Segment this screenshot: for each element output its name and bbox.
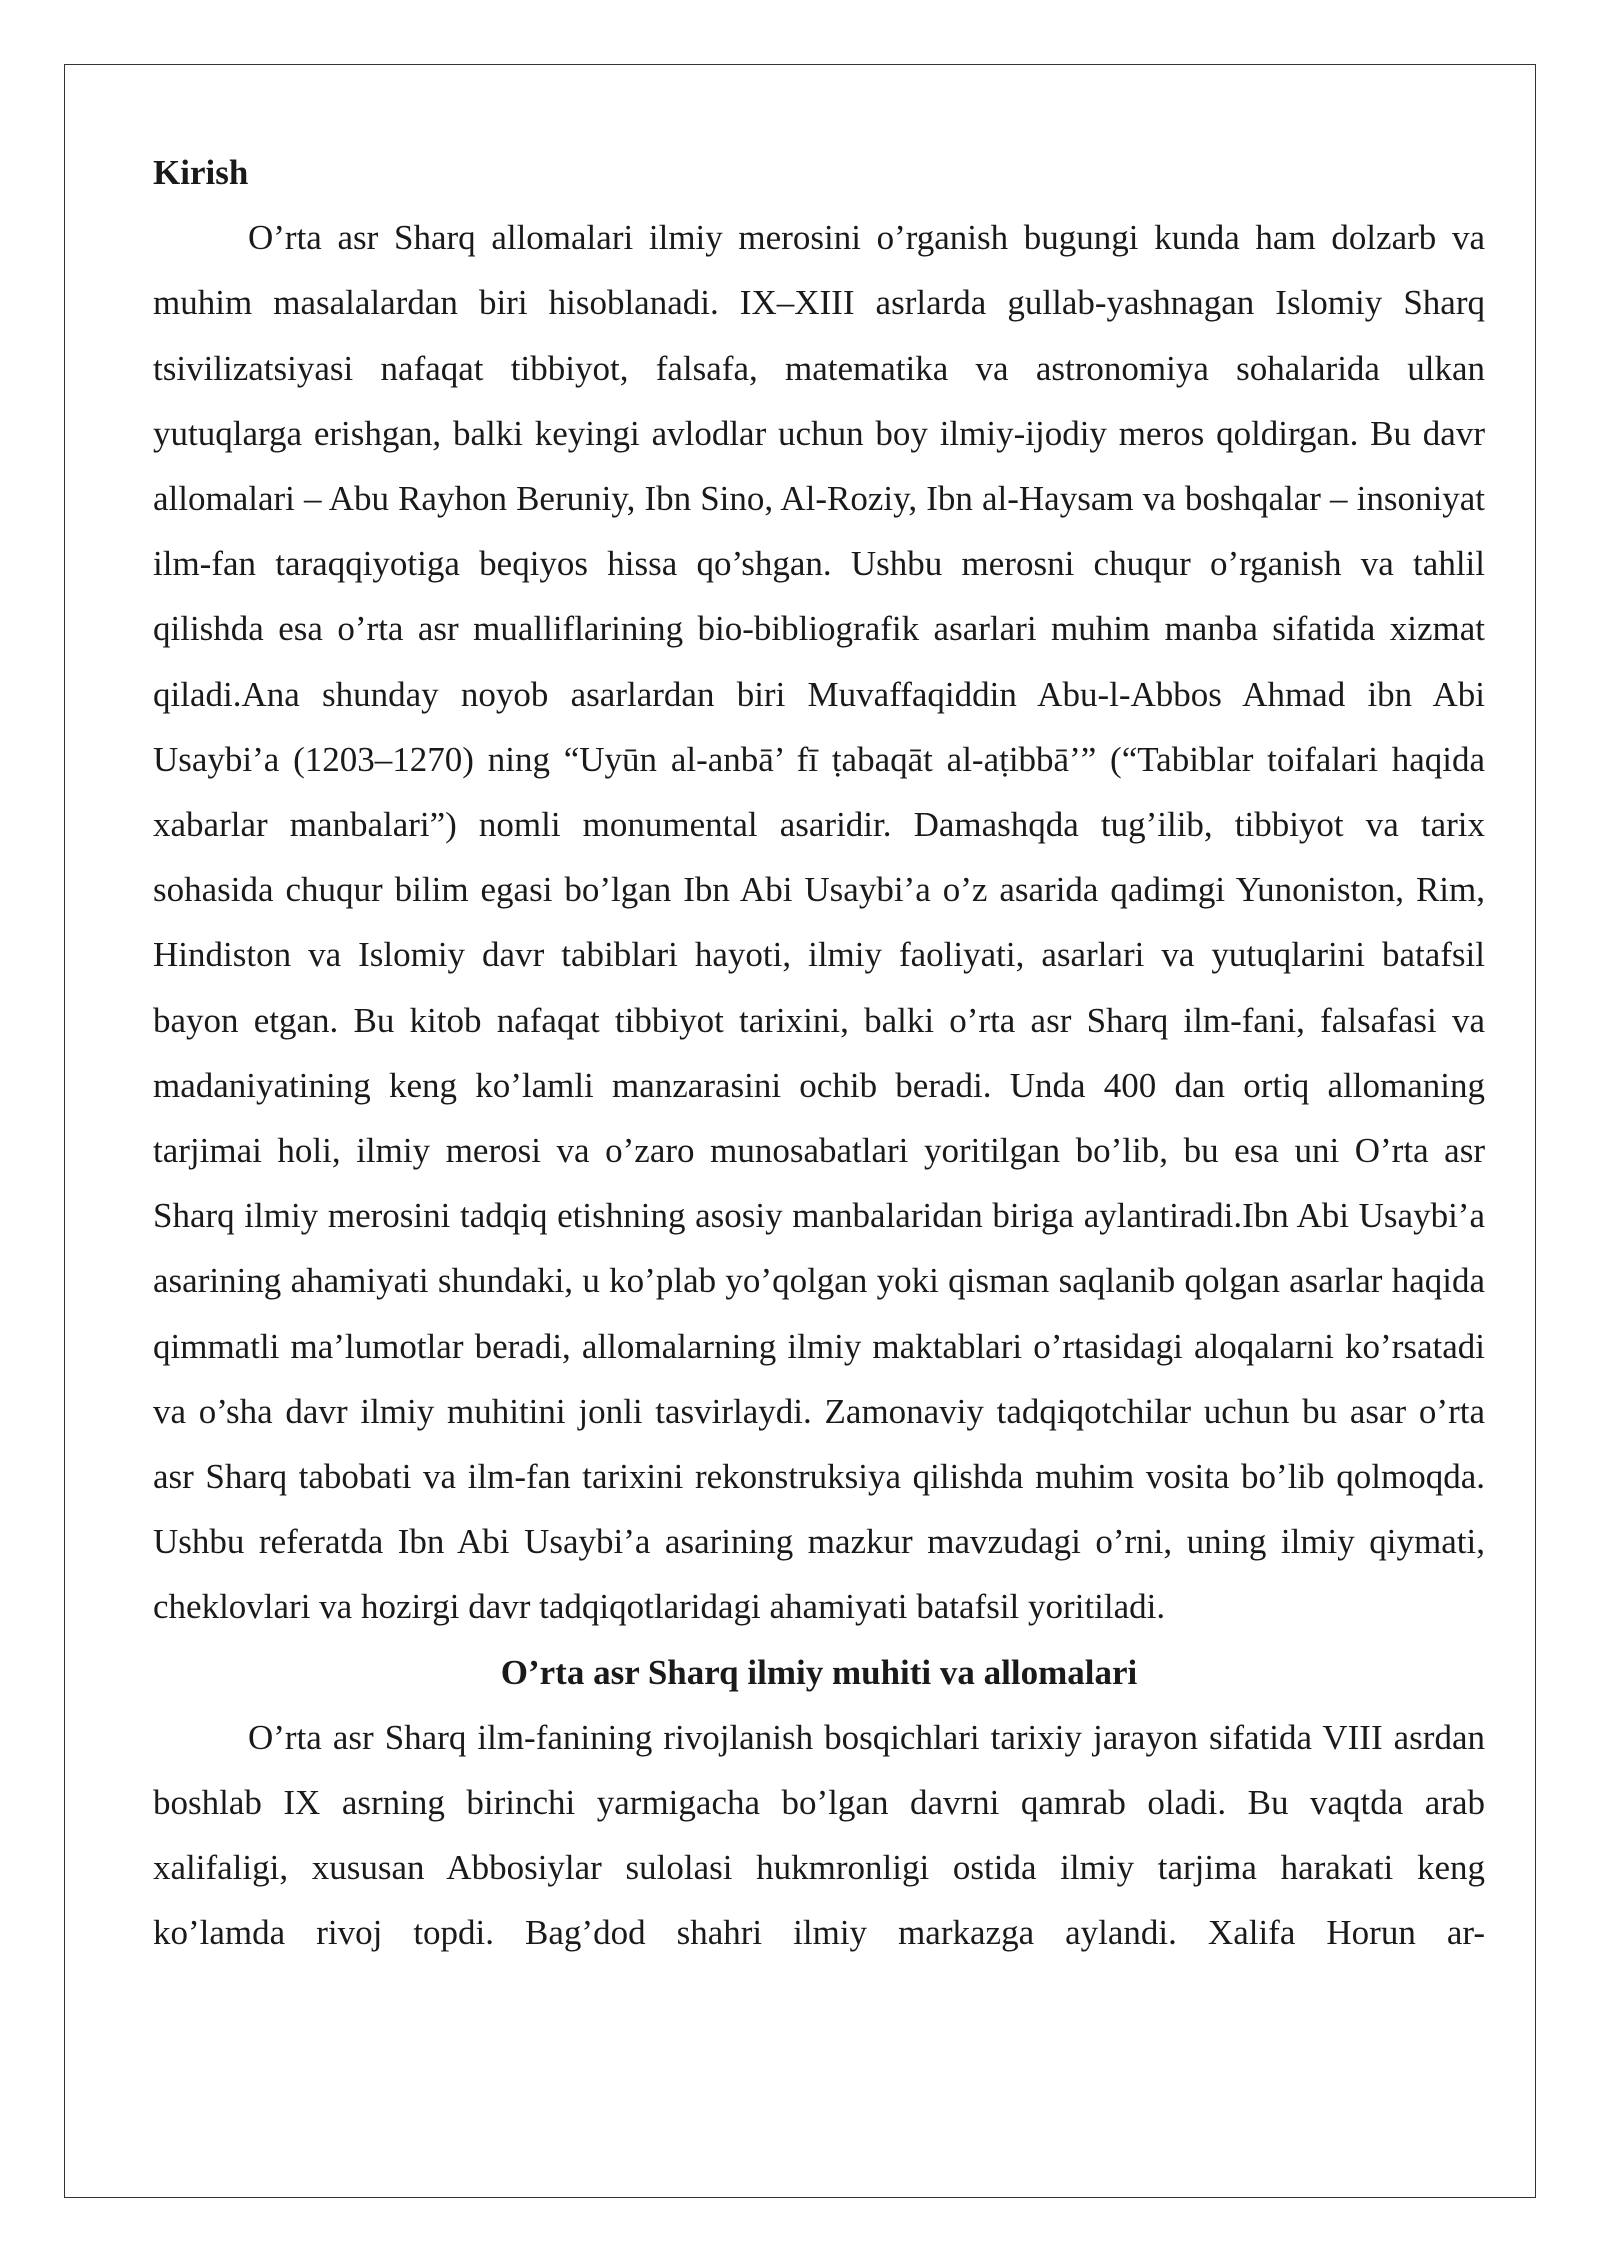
section-heading-introduction: Kirish bbox=[153, 153, 249, 192]
introduction-paragraph: O’rta asr Sharq allomalari ilmiy merosini o’rganish bugungi kunda ham dolzarb va muhim masalalardan biri hisoblanadi. IX–XIII asrlarda gullab-yashnagan Islomiy Sharq tsivilizatsiyasi nafaqat tibbiyot, falsafa, matematika va astronomiya sohalarida ulkan yutuqlarga erishgan, balki keyingi avlodlar uchun boy ilmiy-ijodiy meros qoldirgan. Bu davr allomalari – Abu Rayhon Beruniy, Ibn Sino, Al-Roziy, Ibn al-Haysam va boshqalar – insoniyat ilm-fan taraqqiyotiga beqiyos hissa qo’shgan. Ushbu merosni chuqur o’rganish va tahlil qilishda esa o’rta asr mualliflarining bio-bibliografik asarlari muhim manba sifatida xizmat qiladi.Ana shunday noyob asarlardan biri Muvaffaqiddin Abu-l-Abbos Ahmad ibn Abi Usaybi’a (1203–1270) ning “Uyūn al-anbā’ fī ṭabaqāt al-aṭibbā’” (“Tabiblar toifalari haqida xabarlar manbalari”) nomli monumental asaridir. Damashqda tug’ilib, tibbiyot va tarix sohasida chuqur bilim egasi bo’lgan Ibn Abi Usaybi’a o’z asarida qadimgi Yunoniston, Rim, Hindiston va Islomiy davr tabiblari hayoti, ilmiy faoliyati, asarlari va yutuqlarini batafsil bayon etgan. Bu kitob nafaqat tibbiyot tarixini, balki o’rta asr Sharq ilm-fani, falsafasi va madaniyatining keng ko’lamli manzarasini ochib beradi. Unda 400 dan ortiq allomaning tarjimai holi, ilmiy merosi va o’zaro munosabatlari yoritilgan bo’lib, bu esa uni O’rta asr Sharq ilmiy merosini tadqiq etishning asosiy manbalaridan biriga aylantiradi.Ibn Abi Usaybi’a asarining ahamiyati shundaki, u ko’plab yo’qolgan yoki qisman saqlanib qolgan asarlar haqida qimmatli ma’lumotlar beradi, allomalarning ilmiy maktablari o’rtasidagi aloqalarni ko’rsatadi va o’sha davr ilmiy muhitini jonli tasvirlaydi. Zamonaviy tadqiqotchilar uchun bu asar o’rta asr Sharq tabobati va ilm-fan tarixini rekonstruksiya qilishda muhim vosita bo’lib qolmoqda. Ushbu referatda Ibn Abi Usaybi’a asarining mazkur mavzudagi o’rni, uning ilmiy qiymati, cheklovlari va hozirgi davr tadqiqotlaridagi ahamiyati batafsil yoritiladi. bbox=[153, 218, 1485, 1627]
document-body bbox=[153, 140, 1485, 1966]
section-heading-scientific-environment: O’rta asr Sharq ilmiy muhiti va allomalari bbox=[500, 1652, 1138, 1692]
scientific-environment-paragraph: O’rta asr Sharq ilm-fanining rivojlanish bosqichlari tarixiy jarayon sifatida VIII asrdan boshlab IX asrning birinchi yarmigacha bo’lgan davrni qamrab oladi. Bu vaqtda arab xalifaligi, xususan Abbosiylar sulolasi hukmronligi ostida ilmiy tarjima harakati keng ko’lamda rivoj topdi. Bag’dod shahri ilmiy markazga aylandi. Xalifa Horun ar- bbox=[153, 1717, 1485, 1953]
